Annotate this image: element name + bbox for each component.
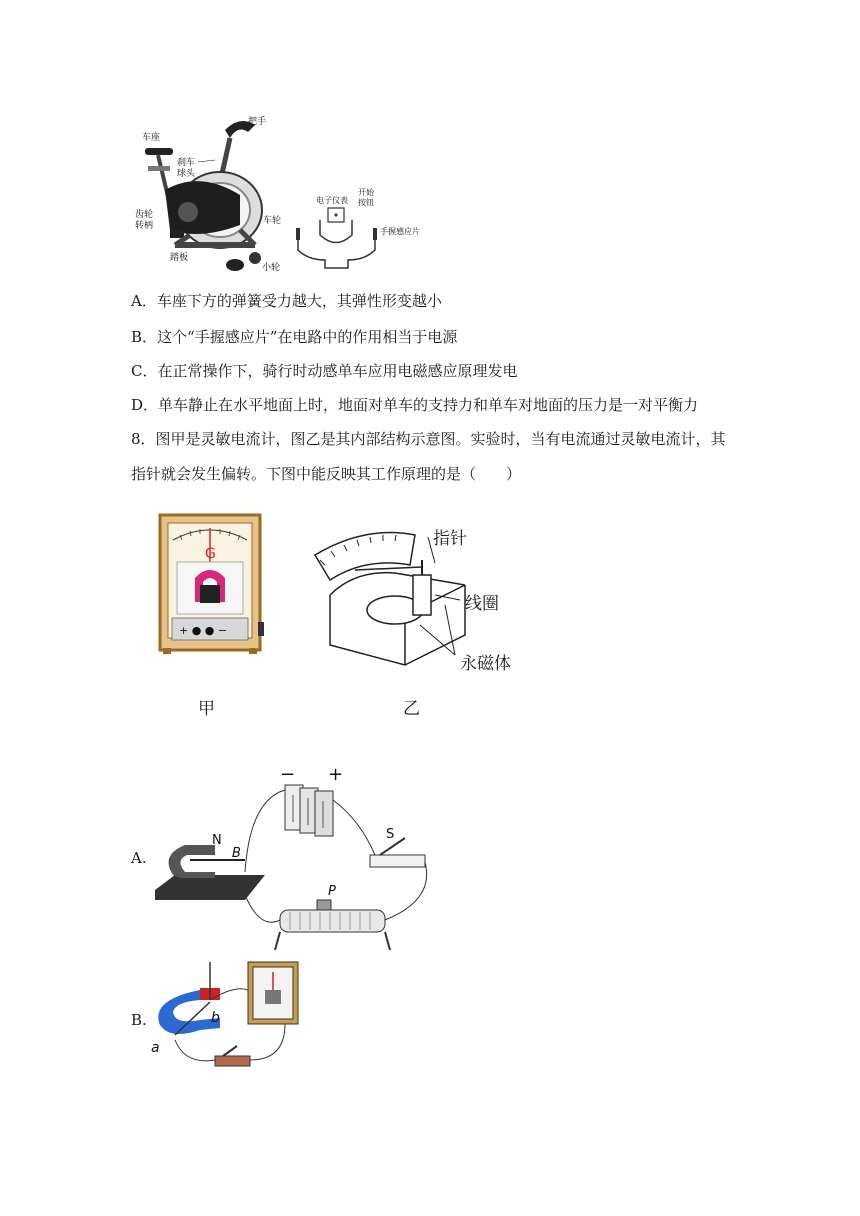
bike-figure (130, 110, 430, 280)
label-gear-crank: 齿轮转柄 (135, 210, 154, 231)
label-pointer: 指针 (433, 529, 467, 549)
console-diagram (296, 208, 377, 268)
label-a: a (151, 1040, 160, 1056)
galvanometer-letter: G (205, 546, 216, 562)
label-b: b (211, 1010, 220, 1026)
battery-plus: + (328, 764, 344, 785)
option-c-text: C．在正常操作下，骑行时动感单车应用电磁感应原理发电 (131, 362, 518, 380)
galvanometer-terminals: + ● ● − (179, 624, 228, 637)
label-P: P (328, 884, 336, 899)
label-coil: 线圈 (465, 594, 499, 614)
option-b-label: B. (131, 1011, 147, 1029)
label-handle: 把手 (248, 117, 267, 127)
option-a-circuit (145, 760, 435, 955)
label-hand-sensor: 手握感应片 (380, 227, 420, 236)
question-8-line2: 指针就会发生偏转。下图中能反映其工作原理的是（ ） (131, 465, 522, 483)
caption-jia: 甲 (198, 699, 215, 719)
label-seat: 车座 (142, 133, 161, 143)
label-N: N (212, 833, 222, 848)
label-small-wheel: 小轮 (262, 263, 281, 273)
label-S: S (386, 827, 395, 842)
label-pedal: 踏板 (170, 253, 189, 263)
label-brake-knob: 刹车球头 (177, 158, 196, 179)
label-wheel: 车轮 (263, 216, 282, 226)
battery-pack (285, 785, 333, 836)
question-8-line1: 8．图甲是灵敏电流计，图乙是其内部结构示意图。实验时，当有电流通过灵敏电流计，其 (131, 430, 726, 448)
label-start-button: 开始按钮 (358, 188, 374, 207)
label-meter: 电子仪表 (316, 196, 348, 205)
option-b-circuit (145, 960, 310, 1075)
label-B: B (232, 846, 241, 861)
galvanometer-figure (155, 510, 270, 660)
label-magnet: 永磁体 (460, 654, 511, 674)
bike-illustration (145, 121, 262, 271)
caption-yi: 乙 (403, 699, 420, 719)
option-a-label: A. (131, 849, 147, 867)
battery-minus: − (280, 764, 296, 785)
option-d-text: D．单车静止在水平地面上时，地面对单车的支持力和单车对地面的压力是一对平衡力 (131, 396, 699, 414)
option-b-text: B．这个“手握感应片”在电路中的作用相当于电源 (131, 328, 458, 346)
option-a-text: A．车座下方的弹簧受力越大，其弹性形变越小 (131, 292, 442, 310)
